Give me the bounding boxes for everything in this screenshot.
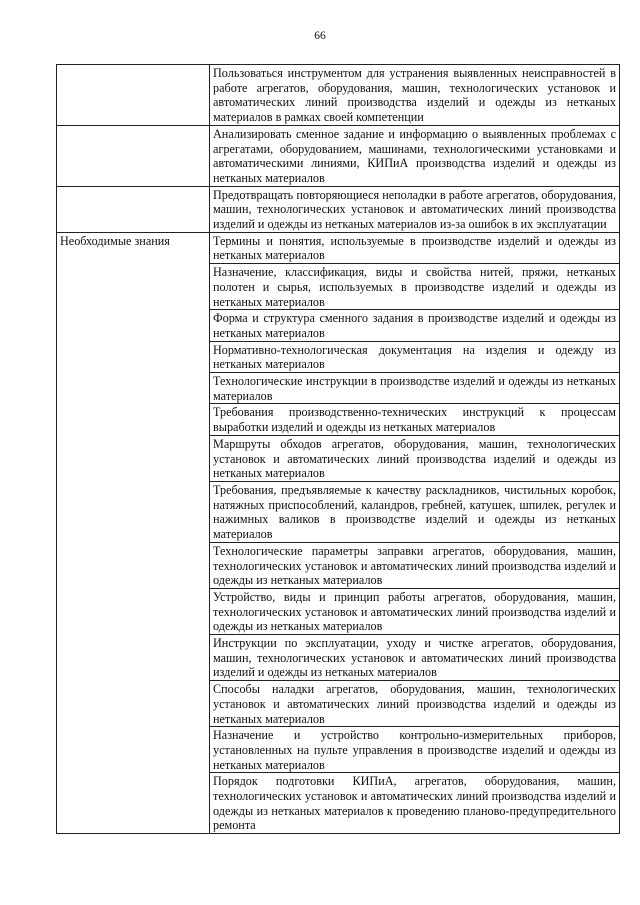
knowledge-label-cell [57, 481, 210, 542]
knowledge-label-cell [57, 341, 210, 372]
knowledge-item: Назначение, классификация, виды и свойства нитей, пряжи, нетканых полотен и сырья, используемых в производстве изделий и одежды из нетканых материалов [210, 264, 620, 310]
table-row [57, 125, 620, 186]
knowledge-label: Необходимые знания [57, 232, 210, 263]
knowledge-item: Порядок подготовки КИПиА, агрегатов, оборудования, машин, технологических установок и автоматических линий производства изделий и одежды из нетканых материалов к проведению планово-предупредительного ремонта [210, 773, 620, 834]
table-row [57, 373, 620, 404]
knowledge-label-cell [57, 435, 210, 481]
knowledge-item: Нормативно-технологическая документация на изделия и одежду из нетканых материалов [210, 341, 620, 372]
table-row [57, 404, 620, 435]
knowledge-item: Способы наладки агрегатов, оборудования, машин, технологических установок и автоматических линий производства изделий и одежды из нетканых материалов [210, 681, 620, 727]
knowledge-label-cell [57, 373, 210, 404]
knowledge-label-cell [57, 588, 210, 634]
table-row [57, 588, 620, 634]
table-row [57, 635, 620, 681]
knowledge-item: Форма и структура сменного задания в производстве изделий и одежды из нетканых материалов [210, 310, 620, 341]
skill-item: Анализировать сменное задание и информацию о выявленных проблемах с агрегатами, оборудованием, машинами, технологическими установками и автоматическими линиями, КИПиА производства изделий и одежды из нетканых материалов [210, 125, 620, 186]
knowledge-label-cell [57, 681, 210, 727]
skill-item: Пользоваться инструментом для устранения выявленных неисправностей в работе агрегатов, оборудования, машин, технологических установок и автоматических линий производства изделий и одежды из нетканых материалов в рамках своей компетенции [210, 65, 620, 126]
knowledge-label-cell [57, 264, 210, 310]
knowledge-item: Требования производственно-технических инструкций к процессам выработки изделий и одежды из нетканых материалов [210, 404, 620, 435]
knowledge-label-cell [57, 773, 210, 834]
table-row [57, 435, 620, 481]
page-number: 66 [314, 30, 326, 42]
skills-label-cell [57, 125, 210, 186]
skills-label-cell [57, 186, 210, 232]
knowledge-label-cell [57, 635, 210, 681]
skills-label-cell [57, 65, 210, 126]
knowledge-label-cell [57, 727, 210, 773]
skill-item: Предотвращать повторяющиеся неполадки в работе агрегатов, оборудования, машин, технологических установок и автоматических линий производства изделий и одежды из нетканых материалов из-за ошибок в их эксплуатации [210, 186, 620, 232]
knowledge-label-cell [57, 404, 210, 435]
table-row [57, 481, 620, 542]
table-row [57, 341, 620, 372]
knowledge-item: Термины и понятия, используемые в производстве изделий и одежды из нетканых материалов [210, 232, 620, 263]
knowledge-item: Технологические инструкции в производстве изделий и одежды из нетканых материалов [210, 373, 620, 404]
knowledge-label-cell [57, 310, 210, 341]
knowledge-item: Маршруты обходов агрегатов, оборудования, машин, технологических установок и автоматических линий производства изделий и одежды из нетканых материалов [210, 435, 620, 481]
table-row [57, 232, 620, 263]
knowledge-item: Технологические параметры заправки агрегатов, оборудования, машин, технологических установок и автоматических линий производства изделий и одежды из нетканых материалов [210, 542, 620, 588]
knowledge-label-cell [57, 542, 210, 588]
table-row [57, 773, 620, 834]
table-row [57, 542, 620, 588]
knowledge-item: Инструкции по эксплуатации, уходу и чистке агрегатов, оборудования, машин, технологических установок и автоматических линий производства изделий и одежды из нетканых материалов [210, 635, 620, 681]
table-row [57, 65, 620, 126]
knowledge-item: Требования, предъявляемые к качеству раскладников, чистильных коробок, натяжных приспособлений, каландров, гребней, катушек, шпилек, регулек и нажимных валиков в производстве изделий и одежды из нетканых материалов [210, 481, 620, 542]
knowledge-item: Назначение и устройство контрольно-измерительных приборов, установленных на пульте управления в производстве изделий и одежды из нетканых материалов [210, 727, 620, 773]
knowledge-item: Устройство, виды и принцип работы агрегатов, оборудования, машин, технологических установок и автоматических линий производства изделий и одежды из нетканых материалов [210, 588, 620, 634]
table-row [57, 310, 620, 341]
table-row [57, 264, 620, 310]
competency-table [56, 64, 620, 834]
table-row [57, 681, 620, 727]
table-row [57, 186, 620, 232]
table-row [57, 727, 620, 773]
